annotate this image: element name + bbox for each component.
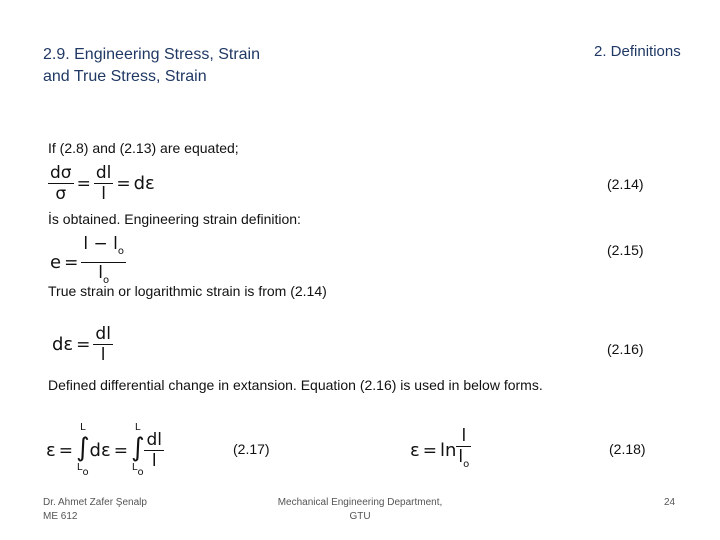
fraction-dl-l (93, 324, 113, 365)
denominator: $l_o$ (98, 263, 110, 287)
equation-2-18 (410, 426, 471, 475)
d-epsilon: dε (133, 173, 155, 195)
equals-sign: = (422, 440, 437, 461)
ln-operator: ln (439, 440, 457, 462)
equation-number-2-16: (2.16) (607, 341, 644, 357)
equals-sign: = (113, 440, 128, 461)
fraction-dsigma-sigma (48, 163, 74, 204)
equals-sign: = (58, 440, 73, 461)
footer-department (260, 496, 460, 524)
author-name: Dr. Ahmet Zafer Şenalp (43, 497, 147, 508)
fraction-dl-l (144, 430, 164, 471)
denominator: σ (55, 184, 67, 205)
denominator: l (100, 345, 106, 366)
symbol-epsilon: ε (410, 440, 420, 462)
upper-limit: L (134, 422, 141, 433)
fraction-l-lo (456, 426, 471, 475)
integral-2 (131, 422, 145, 479)
numerator: dl (95, 324, 111, 344)
numerator: dl (95, 163, 112, 183)
symbol-epsilon: ε (46, 440, 56, 461)
equation-number-2-17: (2.17) (233, 441, 270, 457)
equals-sign: = (76, 173, 91, 194)
department-line-1: Mechanical Engineering Department, (277, 497, 443, 508)
integral-1 (76, 422, 90, 479)
symbol-e: e (50, 252, 62, 274)
text-line-2: İs obtained. Engineering strain definition: (48, 211, 301, 227)
lower-limit: Lo (131, 462, 144, 478)
denominator: l (151, 451, 157, 472)
d-epsilon: dε (52, 334, 74, 356)
text-line-4: Defined differential change in extansion. Equation (2.16) is used in below forms. (48, 377, 543, 393)
numerator: $l - l_o$ (83, 234, 124, 257)
integral-sign: ∫ (75, 433, 90, 463)
equals-sign: = (76, 334, 91, 355)
page-number: 24 (664, 497, 676, 508)
equation-2-16 (52, 324, 113, 365)
section-label: 2. Definitions (594, 43, 681, 60)
denominator: l (101, 184, 106, 205)
text-line-1: If (2.8) and (2.13) are equated; (48, 140, 239, 156)
text-line-3: True strain or logarithmic strain is from (2.14) (48, 283, 327, 299)
course-code: ME 612 (43, 511, 78, 522)
d-epsilon: dε (89, 440, 111, 461)
fraction-dl-l (94, 163, 114, 204)
title-line-1: 2.9. Engineering Stress, Strain (43, 46, 261, 63)
footer-author (43, 496, 147, 524)
denominator: $l_o$ (458, 447, 470, 471)
department-line-2: GTU (349, 511, 371, 522)
equation-number-2-15: (2.15) (607, 242, 644, 258)
upper-limit: L (79, 422, 86, 433)
numerator: l (461, 426, 467, 446)
equation-2-14 (48, 163, 155, 204)
numerator: dl (146, 429, 162, 450)
equals-sign: = (116, 173, 131, 194)
slide-title (43, 44, 260, 88)
numerator: dσ (50, 163, 72, 183)
equation-2-17 (46, 422, 164, 479)
lower-limit: Lo (76, 462, 89, 478)
equation-number-2-18: (2.18) (609, 441, 646, 457)
equals-sign: = (64, 252, 79, 273)
integral-sign: ∫ (130, 433, 145, 463)
equation-number-2-14: (2.14) (607, 176, 644, 192)
title-line-2: and True Stress, Strain (43, 68, 207, 85)
